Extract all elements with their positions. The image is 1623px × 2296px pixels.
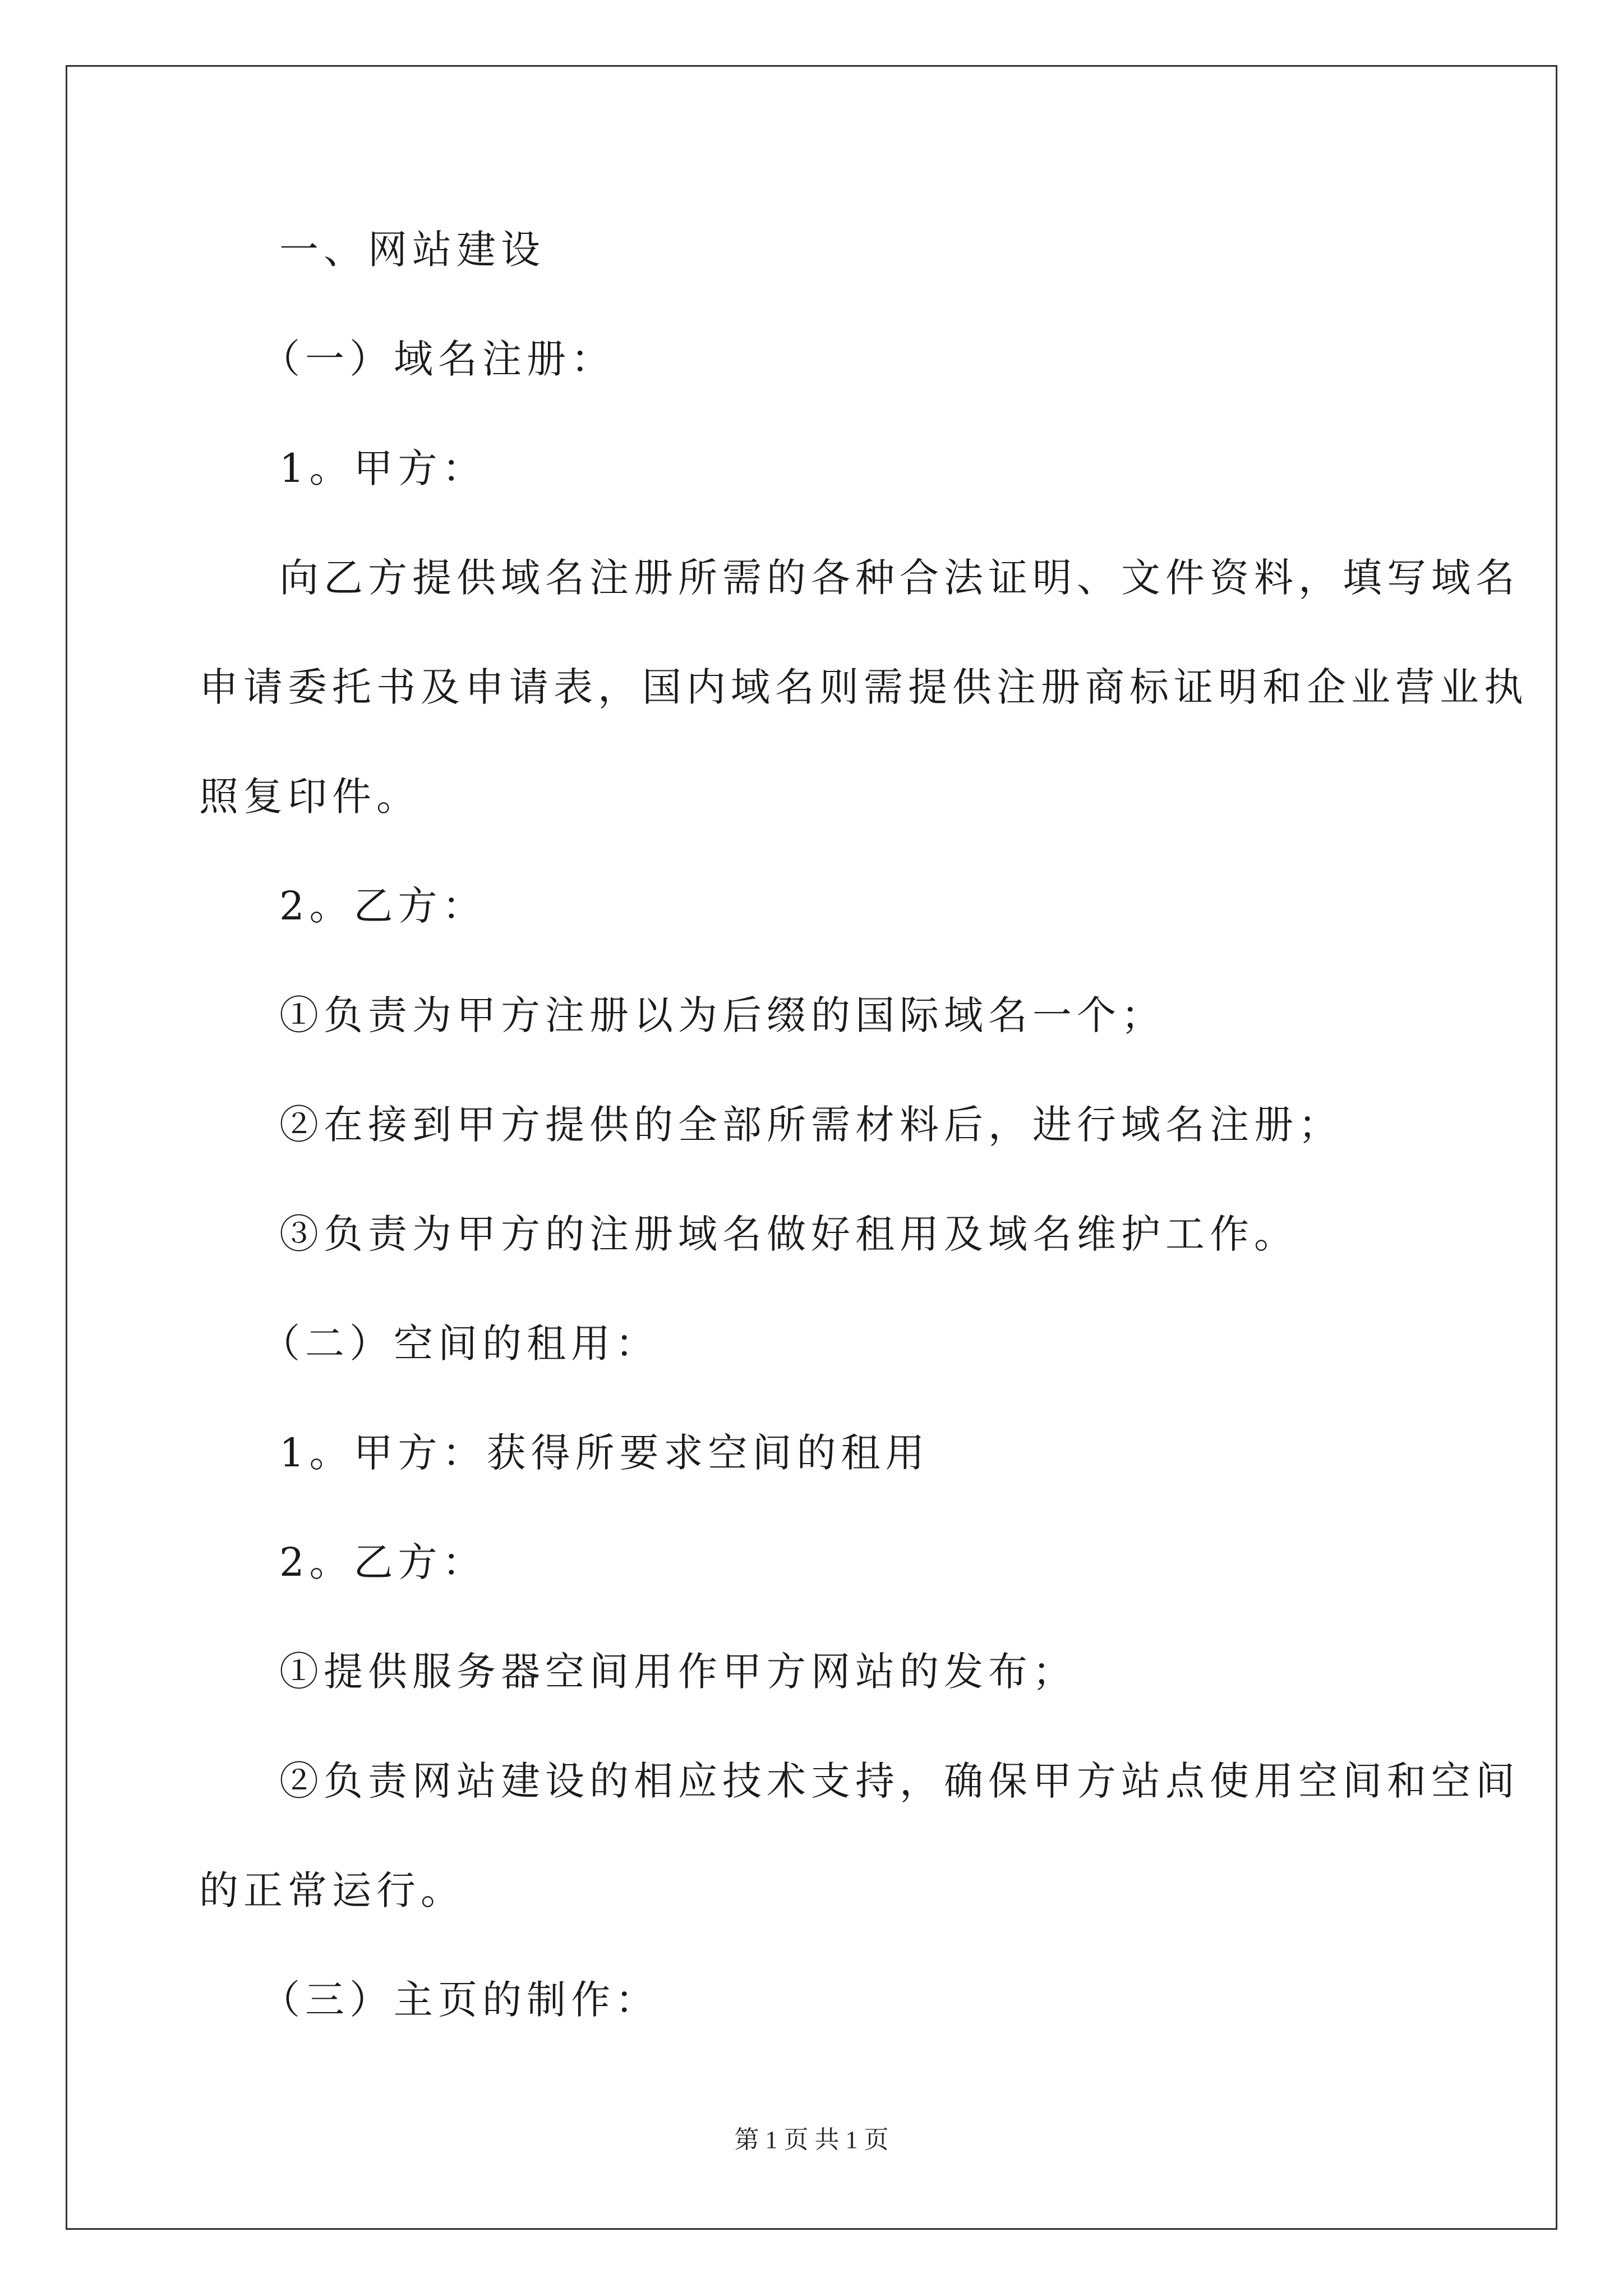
paragraph-line: 照复印件。: [199, 774, 421, 820]
paragraph-line: 的正常运行。: [199, 1867, 465, 1913]
page-footer: 第 1 页 共 1 页: [734, 2126, 889, 2154]
list-item: ②在接到甲方提供的全部所需材料后，进行域名注册；: [279, 1102, 1343, 1148]
paragraph-line: 申请委托书及申请表，国内域名则需提供注册商标证明和企业营业执: [199, 664, 1528, 710]
list-item: ③负责为甲方的注册域名做好租用及域名维护工作。: [279, 1211, 1298, 1257]
item-heading: 2。乙方：: [279, 1539, 487, 1585]
subsection-heading: （一）域名注册：: [261, 336, 615, 382]
item-heading: 1。甲方：: [279, 445, 487, 491]
paragraph-line: 向乙方提供域名注册所需的各种合法证明、文件资料，填写域名: [279, 555, 1520, 601]
list-item: ①提供服务器空间用作甲方网站的发布；: [279, 1649, 1077, 1695]
list-item: ②负责网站建设的相应技术支持，确保甲方站点使用空间和空间: [279, 1758, 1520, 1804]
subsection-heading: （二）空间的租用：: [261, 1320, 660, 1366]
item-heading: 1。甲方：获得所要求空间的租用: [279, 1430, 930, 1476]
list-item: ①负责为甲方注册以为后缀的国际域名一个；: [279, 992, 1165, 1038]
section-heading: 一、网站建设: [279, 227, 545, 273]
item-heading: 2。乙方：: [279, 883, 487, 929]
subsection-heading: （三）主页的制作：: [261, 1977, 660, 2023]
